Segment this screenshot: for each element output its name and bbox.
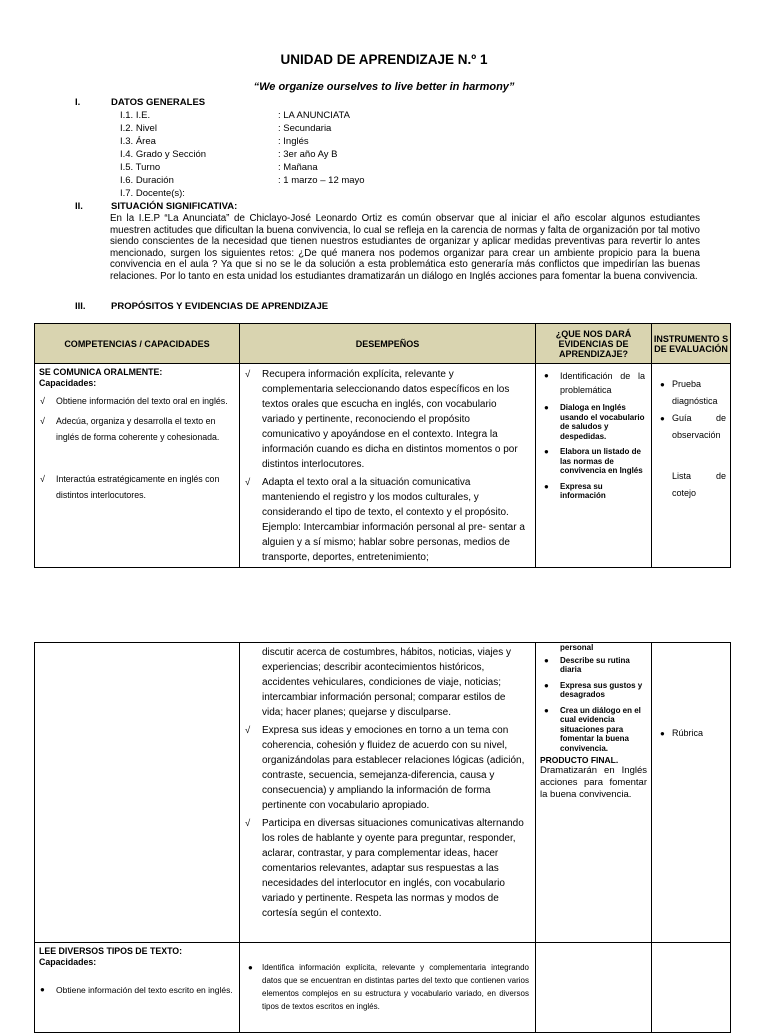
header-desempenos: DESEMPEÑOS: [240, 324, 536, 364]
performance-text: Adapta el texto oral a la situación comunicativa manteniendo el registro y los modos culturales, y considerando el tipo de texto, el contexto y el propósito. Ejemplo: Intercambiar información personal al pre- sentar a alguien y a sí mismo; hablar sobre personas, medios de transporte, deportes, entretenimiento;: [262, 477, 525, 563]
evidence-text: Expresa su información: [560, 481, 606, 500]
bullet-icon: ●: [248, 963, 253, 972]
instrumentos-cell: [652, 364, 731, 568]
field-label: I.7. Docente(s):: [120, 188, 185, 199]
instrument-item: [652, 468, 730, 502]
performance-item: [240, 367, 535, 472]
desempenos-cell: [240, 643, 536, 943]
performance-text: discutir acerca de costumbres, hábitos, noticias, viajes y experiencias; describir acontecimientos históricos, accidentes vehiculares, condiciones de viaje, noticias; intercambiar información personal; comparar estilos de vida; hacer planes; quejarse y disculparse.: [262, 647, 511, 718]
evidence-item: [536, 681, 651, 700]
evidence-item: [536, 369, 651, 397]
competence-title: SE COMUNICA ORALMENTE:: [39, 367, 163, 377]
section-heading: DATOS GENERALES: [111, 97, 206, 108]
check-icon: √: [40, 474, 45, 484]
competencias-cell: [35, 643, 240, 943]
bullet-icon: ●: [544, 403, 549, 412]
performance-item: [240, 961, 535, 1013]
evidence-item: [536, 447, 651, 476]
section-number: I.: [75, 97, 81, 108]
final-product-heading: PRODUCTO FINAL.: [540, 755, 619, 765]
header-instrumentos: INSTRUMENTO S DE EVALUACIÓN: [652, 324, 731, 364]
bullet-icon: ●: [544, 680, 549, 690]
performance-text: Participa en diversas situaciones comunicativas alternando los roles de hablante y oyente para preguntar, responder, aclarar, contrastar, y para complementar ideas, hacer comentarios relevantes, adaptar sus respuestas a las necesidades del interlocutor en inglés, con vocabulario variado y pertinente. Respeta las normas y modos de cortesía según el contexto.: [262, 818, 524, 919]
instrumentos-cell: [652, 943, 731, 1033]
field-value: : LA ANUNCIATA: [278, 110, 350, 121]
field-value: : Inglés: [278, 136, 309, 147]
field-label: I.3. Área: [120, 136, 156, 147]
evidence-text: Dialoga en Inglés usando el vocabulario de saludos y despedidas.: [560, 403, 645, 441]
capacity-item: [35, 982, 235, 998]
check-icon: √: [245, 725, 251, 736]
final-product-text: Dramatizarán en Inglés acciones para fomentar la buena convivencia.: [540, 765, 647, 800]
performance-item: [240, 475, 535, 565]
evidencias-cell: [536, 364, 652, 568]
capacity-text: Adecúa, organiza y desarrolla el texto en inglés de forma coherente y cohesionada.: [56, 416, 220, 442]
field-value: : Secundaria: [278, 123, 332, 134]
section-number: III.: [75, 301, 86, 312]
instrument-item: [652, 725, 730, 742]
evidence-continued: personal: [560, 643, 594, 652]
instrument-text: Guía de observación: [672, 413, 726, 440]
competencias-cell: [35, 943, 240, 1033]
check-icon: √: [40, 416, 45, 426]
field-value: : 1 marzo – 12 mayo: [278, 175, 365, 186]
instrument-text: Lista de cotejo: [672, 471, 726, 498]
purposes-table: [34, 323, 731, 568]
desempenos-cell: [240, 943, 536, 1033]
evidence-item: [536, 706, 651, 754]
evidence-text: Elabora un listado de las normas de convivencia en Inglés: [560, 447, 643, 475]
bullet-icon: ●: [544, 481, 549, 491]
check-icon: √: [245, 818, 251, 829]
section-heading: SITUACIÓN SIGNIFICATIVA:: [111, 201, 238, 212]
section-heading: PROPÓSITOS Y EVIDENCIAS DE APRENDIZAJE: [111, 301, 329, 312]
capacity-text: Interactúa estratégicamente en inglés con distintos interlocutores.: [56, 474, 220, 500]
capacity-text: Obtiene información del texto escrito en inglés.: [56, 985, 233, 995]
check-icon: √: [245, 477, 251, 488]
capacity-text: Obtiene información del texto oral en inglés.: [56, 396, 228, 406]
performance-text: Expresa sus ideas y emociones en torno a un tema con coherencia, cohesión y fluidez de acuerdo con su nivel, organizándolas para establecer relaciones lógicas (adición, contraste, secuencia, semejanza-diferencia, causa y consecuencia) y ampliando la información de forma pertinente con vocabulario apropiado.: [262, 725, 525, 811]
instrumentos-cell: [652, 643, 731, 943]
capacity-item: [35, 393, 235, 409]
bullet-icon: ●: [40, 985, 45, 994]
header-competencias: COMPETENCIAS / CAPACIDADES: [35, 324, 240, 364]
unit-title: UNIDAD DE APRENDIZAJE N.º 1: [280, 52, 488, 67]
field-label: I.5. Turno: [120, 162, 161, 173]
instrument-text: Rúbrica: [672, 728, 704, 738]
capacities-label: Capacidades:: [39, 957, 97, 967]
unit-subtitle: “We organize ourselves to live better in harmony”: [253, 81, 515, 93]
capacity-item: [35, 471, 235, 503]
evidence-text: Expresa sus gustos y desagrados: [560, 680, 643, 699]
field-label: I.1. I.E.: [120, 110, 151, 121]
bullet-icon: ●: [544, 447, 549, 456]
performance-item: [240, 723, 535, 813]
header-evidencias: ¿QUE NOS DARÁ EVIDENCIAS DE APRENDIZAJE?: [536, 324, 652, 364]
bullet-icon: ●: [544, 655, 549, 665]
evidencias-cell: [536, 943, 652, 1033]
competencias-cell: [35, 364, 240, 568]
evidence-item: [536, 403, 651, 441]
evidence-text: Crea un diálogo en el cual evidencia situaciones para fomentar la buena convivencia.: [560, 705, 641, 753]
field-label: I.6. Duración: [120, 175, 174, 186]
capacities-label: Capacidades:: [39, 378, 97, 388]
performance-text: Recupera información explícita, relevante y complementaria seleccionando datos específicos en los textos orales que escucha en inglés, con vocabulario variado y pertinente, reconociendo el propósito comunicativo y apoyándose en el contexto. Integra la información cuando es dicha en distintos momentos o por distintos interlocutores.: [262, 369, 518, 470]
desempenos-cell: [240, 364, 536, 568]
field-value: : 3er año Ay B: [278, 149, 338, 160]
performance-text: Identifica información explícita, relevante y complementaria integrando datos que se encuentran en distintas partes del texto que contienen varios elementos complejos en su estructura y vocabulario variado, en diversos tipos de textos escritos en inglés.: [262, 963, 529, 1011]
bullet-icon: ●: [660, 380, 665, 389]
field-value: : Mañana: [278, 162, 318, 173]
instrument-item: [652, 376, 730, 410]
capacity-item: [35, 413, 235, 445]
performance-item: [240, 816, 535, 921]
bullet-icon: ●: [544, 371, 549, 380]
bullet-icon: ●: [660, 729, 665, 738]
evidence-text: Identificación de la problemática: [560, 371, 645, 395]
evidence-item: [536, 656, 651, 675]
check-icon: √: [245, 369, 251, 380]
bullet-icon: ●: [660, 414, 665, 423]
evidence-text: Describe su rutina diaria: [560, 655, 630, 674]
bullet-icon: ●: [544, 705, 549, 715]
section-number: II.: [75, 201, 83, 212]
evidencias-cell: [536, 643, 652, 943]
instrument-text: Prueba diagnóstica: [672, 379, 718, 406]
field-label: I.2. Nivel: [120, 123, 157, 134]
competence-title: LEE DIVERSOS TIPOS DE TEXTO:: [39, 946, 183, 956]
performance-item: [240, 645, 535, 720]
field-label: I.4. Grado y Sección: [120, 149, 207, 160]
check-icon: √: [40, 396, 45, 406]
situation-paragraph: En la I.E.P “La Anunciata” de Chiclayo-José Leonardo Ortiz es común observar que al iniciar el año escolar algunos estudiantes muestren actitudes que dificultan la buena convivencia, lo cual se refleja en la carencia de normas y falta de organización por tal motivo siendo conscientes de la necesidad que tienen nuestros estudiantes de organizar y aplicar medidas preventivas para revertir lo antes mencionado, surgen los siguientes retos: ¿De qué manera nos podemos organizar para crear un ambiente propicio para la buena convivencia en el aula ? Ya que si no se le da solución a esta problemática esto generaría más conflictos que impedirían las buenas relaciones. Por lo tanto en esta unidad los estudiantes dramatizarán un diálogo en Inglés acciones para fomentar la buena convivencia.: [110, 213, 700, 282]
purposes-table-continued: [34, 642, 731, 1033]
evidence-item: [536, 482, 651, 501]
instrument-item: [652, 410, 730, 444]
